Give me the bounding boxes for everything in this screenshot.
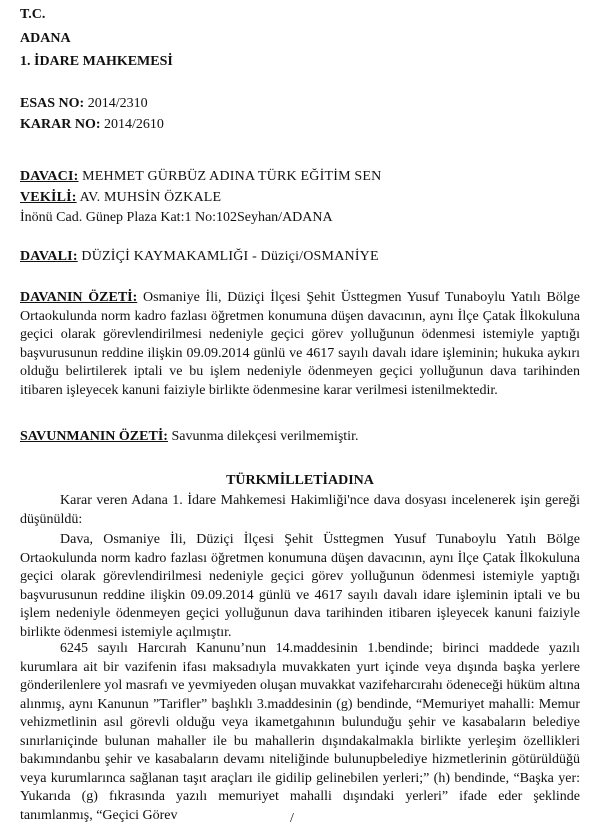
karar-line <box>20 116 164 135</box>
davali-line <box>20 248 379 267</box>
case-summary-label: DAVANIN ÖZETİ: <box>20 290 138 305</box>
karar-value: 2014/2610 <box>100 117 164 132</box>
vekil-address: İnönü Cad. Günep Plaza Kat:1 No:102Seyhan/ADANA <box>20 210 333 225</box>
davaci-value: MEHMET GÜRBÜZ ADINA TÜRK EĞİTİM SEN <box>78 169 382 184</box>
karar-label: KARAR NO: <box>20 117 101 132</box>
header-court: 1. İDARE MAHKEMESİ <box>20 54 173 69</box>
case-summary-paragraph <box>20 289 580 400</box>
vekili-label: VEKİLİ: <box>20 190 77 205</box>
davali-label: DAVALI: <box>20 249 78 264</box>
page-mark: / <box>290 811 294 826</box>
header-tc: T.C. <box>20 7 46 22</box>
davaci-line <box>20 168 381 187</box>
decision-heading: TÜRKMİLLETİADINA <box>226 473 374 488</box>
esas-line <box>20 95 148 114</box>
header-city: ADANA <box>20 31 71 46</box>
defense-label: SAVUNMANIN ÖZETİ: <box>20 429 168 444</box>
vekili-line <box>20 189 221 208</box>
decision-paragraph-2: Dava, Osmaniye İli, Düziçi İlçesi Şehit Üsttegmen Yusuf Tunaboylu Yatılı Bölge Ortaokulunda norm kadro fazlası öğretmen konumuna düşen davacının, aynı İlçe Çatak İlkokuluna geçici olarak görevlendirilmesi nedeniyle geçici görev yolluğunun ödenmesi istemiyle yaptığı başvurusunun reddine ilişkin 09.09.2014 günlü ve 4617 sayılı davalı idare işleminin iptali ve bu işlem nedeniyle ödenmeyen geçici yolluğunun dava tarihinden itibaren işleyecek kanuni faiziyle birlikte ödenmesi istemiyle açılmıştır. <box>20 532 580 640</box>
defense-line <box>20 428 358 447</box>
defense-text: Savunma dilekçesi verilmemiştir. <box>167 429 359 444</box>
decision-paragraph-1: Karar veren Adana 1. İdare Mahkemesi Hakimliği'nce dava dosyası incelenerek işin gereği düşünüldü: <box>20 493 580 527</box>
esas-label: ESAS NO: <box>20 96 85 111</box>
decision-paragraph-3: 6245 sayılı Harcırah Kanunu’nun 14.maddesinin 1.bendinde; birinci maddede yazılı kurumlara ait bir vazifenin ifası maksadıyla muvakkaten yurt içinde veya dışında başka yerlere gönderilenlere yol masrafı ve yevmiyeden oluşan muvakkat vazifeharcırahı ödeneceği hüküm altına alınmış, aynı Kanunun ”Tarifler” başlıklı 3.maddesinin (g) bendinde, “Memuriyet mahalli: Memur vehizmetlinin asıl görevli olduğu veya ikametgahının bulunduğu şehir ve kasabaların belediye sınırlarıiçinde bulunan mahaller ile bu mahallerin dışındakalmakla birlikte yerleşim özellikleri bakımındanbu şehir ve kasabaların devamı niteliğinde bulunupbelediye hizmetlerinin götürüldüğü veya kurumlarınca sağlanan taşıt araçları ile gidilip gelinebilen yerleri;” (h) bendinde, “Başka yer: Yukarıda (g) fıkrasında yazılı memuriyet mahalli dışındaki yerleri” ifade eder şeklinde tanımlanmış, “Geçici Görev <box>20 641 580 823</box>
case-summary-text: Osmaniye İli, Düziçi İlçesi Şehit Üsttegmen Yusuf Tunaboylu Yatılı Bölge Ortaokulunda norm kadro fazlası öğretmen konumuna düşen davacının, aynı İlçe Çatak İlkokuluna geçici olarak görevlendirilmesi nedeniyle geçici görev yolluğunun ödenmesi istemiyle yaptığı başvurusunun reddine ilişkin 09.09.2014 günlü ve 4617 sayılı davalı idare işleminin; hukuka aykırı olduğu belirtilerek iptali ve bu işlem nedeniyle ödenmeyen geçici yolluğunun dava tarihinden itibaren işleyecek kanuni faiziyle birlikte ödenmesine karar verilmesi istenilmektedir. <box>20 290 580 398</box>
davaci-label: DAVACI: <box>20 169 79 184</box>
esas-value: 2014/2310 <box>84 96 148 111</box>
davali-value: DÜZİÇİ KAYMAKAMLIĞI - Düziçi/OSMANİYE <box>77 249 379 264</box>
vekili-value: AV. MUHSİN ÖZKALE <box>76 190 222 205</box>
